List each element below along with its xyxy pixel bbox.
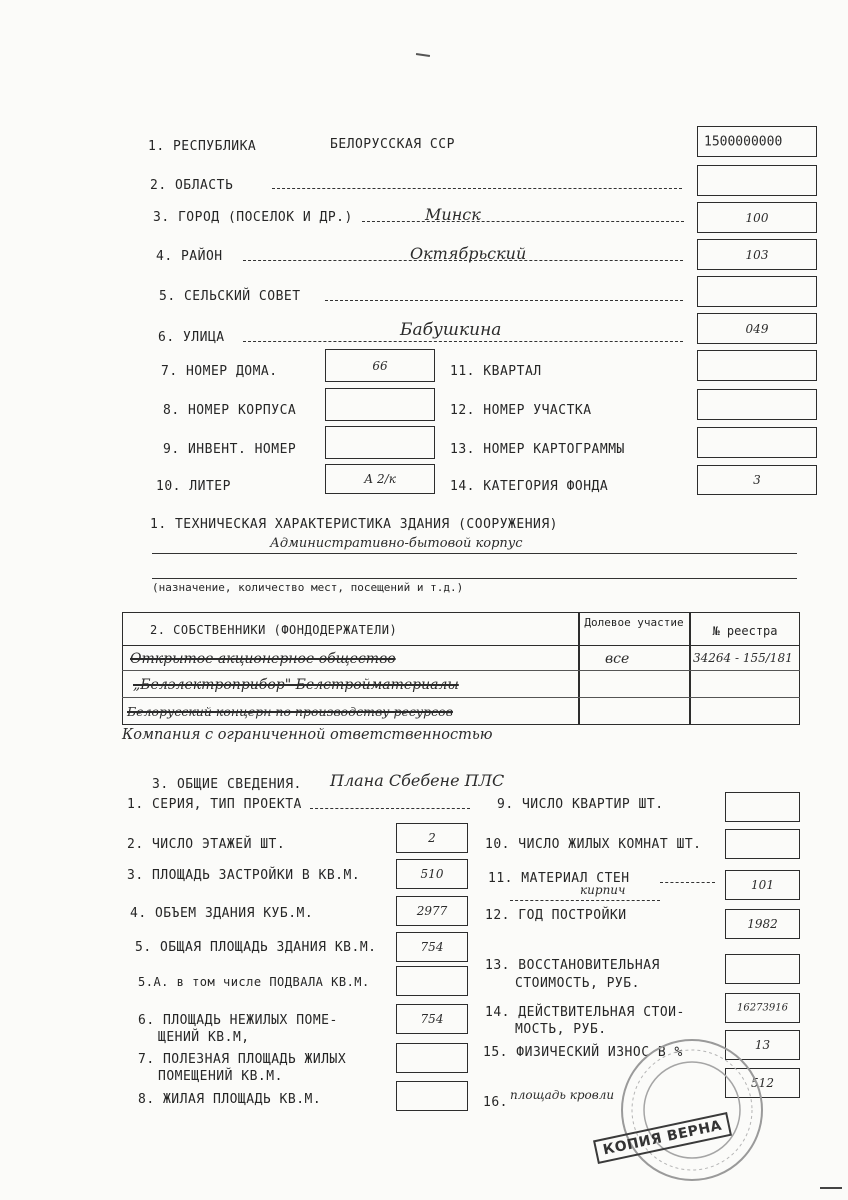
- general-heading: 3. ОБЩИЕ СВЕДЕНИЯ.: [152, 777, 302, 792]
- item-14-label-2: МОСТЬ, РУБ.: [515, 1022, 607, 1037]
- label-district: 4. РАЙОН: [156, 249, 223, 264]
- value-republic: БЕЛОРУССКАЯ ССР: [330, 137, 455, 152]
- label-street: 6. УЛИЦА: [158, 330, 225, 345]
- owner-row-1-name: Открытое акционерное общество: [130, 651, 396, 667]
- item-6-label-2: ЩЕНИЙ КВ.М,: [158, 1030, 250, 1045]
- value-house: 66: [372, 358, 388, 373]
- item-10-box: [725, 829, 800, 859]
- owners-share-header: Долевое участие: [584, 616, 684, 629]
- liter-box: [325, 464, 435, 494]
- owners-note: Компания с ограниченной ответственностью: [122, 727, 493, 743]
- code-oblast-box: [697, 165, 817, 196]
- item-15-label: 15. ФИЗИЧЕСКИЙ ИЗНОС В %: [483, 1045, 683, 1060]
- item-16-box: 512: [725, 1068, 800, 1098]
- item-2-label: 2. ЧИСЛО ЭТАЖЕЙ ШТ.: [127, 837, 286, 852]
- kvartal-box: [697, 350, 817, 381]
- kartogramma-box: [697, 427, 817, 458]
- technical-line-1: [152, 553, 797, 554]
- item-13-box: [725, 954, 800, 984]
- house-box: [325, 349, 435, 382]
- korpus-box: [325, 388, 435, 421]
- label-kartogramma: 13. НОМЕР КАРТОГРАММЫ: [450, 442, 625, 457]
- item-16-label: 16.: [483, 1095, 508, 1110]
- label-republic: 1. РЕСПУБЛИКА: [148, 139, 257, 154]
- item-8-label: 8. ЖИЛАЯ ПЛОЩАДЬ КВ.М.: [138, 1092, 322, 1107]
- scan-mark: [820, 1187, 842, 1189]
- label-house: 7. НОМЕР ДОМА.: [161, 364, 278, 379]
- owner-row-2-name: „Белэлектроприбор" Белстройматериалы: [133, 677, 459, 693]
- owner-row-1-registry: 34264 - 155/181: [693, 651, 793, 665]
- kategoria-box: [697, 465, 817, 495]
- item-6-label-1: 6. ПЛОЩАДЬ НЕЖИЛЫХ ПОМЕ-: [138, 1013, 338, 1028]
- owner-row-3-name: Белорусский концерн по производству ресурсов: [127, 704, 453, 719]
- item-14-box: 16273916: [725, 993, 800, 1023]
- technical-heading: 1. ТЕХНИЧЕСКАЯ ХАРАКТЕРИСТИКА ЗДАНИЯ (СООРУЖЕНИЯ): [150, 517, 559, 532]
- item-7-box: [396, 1043, 468, 1073]
- code-village-box: [697, 276, 817, 307]
- item-1-label: 1. СЕРИЯ, ТИП ПРОЕКТА: [127, 797, 302, 812]
- seal-icon: [612, 1030, 772, 1190]
- label-kategoria: 14. КАТЕГОРИЯ ФОНДА: [450, 479, 609, 494]
- owners-header: 2. СОБСТВЕННИКИ (ФОНДОДЕРЖАТЕЛИ): [150, 623, 398, 637]
- invent-box: [325, 426, 435, 459]
- item-12-label: 12. ГОД ПОСТРОЙКИ: [485, 908, 627, 923]
- item-11-label: 11. МАТЕРИАЛ СТЕН: [488, 871, 630, 886]
- value-kategoria: 3: [753, 473, 761, 487]
- city-line: [362, 221, 684, 222]
- item-5-box: 754: [396, 932, 468, 962]
- label-oblast: 2. ОБЛАСТЬ: [150, 178, 234, 193]
- scan-mark: [416, 53, 430, 56]
- item-7-label-1: 7. ПОЛЕЗНАЯ ПЛОЩАДЬ ЖИЛЫХ: [138, 1052, 347, 1067]
- value-street: Бабушкина: [400, 320, 502, 340]
- item-4-box: 2977: [396, 896, 468, 926]
- code-city: 100: [745, 210, 769, 225]
- code-district-box: [697, 239, 817, 270]
- label-city: 3. ГОРОД (ПОСЕЛОК И ДР.): [153, 210, 353, 225]
- general-note: Плана Сбебене ПЛС: [330, 771, 505, 790]
- technical-line-2: [152, 578, 797, 579]
- item-5a-label: 5.А. в том числе ПОДВАЛА КВ.М.: [138, 975, 370, 989]
- item-6-box: 754: [396, 1004, 468, 1034]
- value-district: Октябрьский: [410, 244, 527, 263]
- item-5-label: 5. ОБЩАЯ ПЛОЩАДЬ ЗДАНИЯ КВ.М.: [135, 940, 377, 955]
- item-11-box: 101: [725, 870, 800, 900]
- item-8-box: [396, 1081, 468, 1111]
- item-3-label: 3. ПЛОЩАДЬ ЗАСТРОЙКИ В КВ.М.: [127, 868, 361, 883]
- value-liter: А 2/к: [364, 472, 396, 486]
- item-3-box: 510: [396, 859, 468, 889]
- label-village: 5. СЕЛЬСКИЙ СОВЕТ: [159, 289, 301, 304]
- label-kvartal: 11. КВАРТАЛ: [450, 364, 542, 379]
- item-12-box: 1982: [725, 909, 800, 939]
- label-liter: 10. ЛИТЕР: [156, 479, 231, 494]
- uchastok-box: [697, 389, 817, 420]
- item-14-label-1: 14. ДЕЙСТВИТЕЛЬНАЯ СТОИ-: [485, 1005, 685, 1020]
- item-13-label-1: 13. ВОССТАНОВИТЕЛЬНАЯ: [485, 958, 660, 973]
- label-invent: 9. ИНВЕНТ. НОМЕР: [163, 442, 297, 457]
- village-line: [325, 300, 683, 301]
- owner-row-1-share: все: [605, 651, 630, 667]
- street-line: [243, 341, 683, 342]
- owners-registry-header: № реестра: [712, 624, 778, 638]
- value-city: Минск: [425, 205, 481, 224]
- item-9-label: 9. ЧИСЛО КВАРТИР ШТ.: [497, 797, 664, 812]
- item-4-label: 4. ОБЪЕМ ЗДАНИЯ КУБ.М.: [130, 906, 314, 921]
- code-street: 049: [745, 321, 769, 336]
- oblast-line: [272, 188, 682, 189]
- technical-hint: (назначение, количество мест, посещений и т.д.): [152, 581, 464, 594]
- item-7-label-2: ПОМЕЩЕНИЙ КВ.М.: [158, 1069, 283, 1084]
- code-city-box: [697, 202, 817, 233]
- label-korpus: 8. НОМЕР КОРПУСА: [163, 403, 297, 418]
- label-uchastok: 12. НОМЕР УЧАСТКА: [450, 403, 592, 418]
- code-republic-box: [697, 126, 817, 157]
- item-10-label: 10. ЧИСЛО ЖИЛЫХ КОМНАТ ШТ.: [485, 837, 702, 852]
- code-republic: 1500000000: [704, 134, 783, 149]
- item-15-box: 13: [725, 1030, 800, 1060]
- item-11-sub: кирпич: [580, 883, 626, 897]
- item-16-sub: площадь кровли: [510, 1088, 615, 1102]
- code-district: 103: [745, 247, 769, 262]
- copy-stamp: КОПИЯ ВЕРНА: [593, 1112, 732, 1164]
- item-9-box: [725, 792, 800, 822]
- technical-value: Административно-бытовой корпус: [270, 536, 523, 551]
- item-2-box: 2: [396, 823, 468, 853]
- code-street-box: [697, 313, 817, 344]
- item-5a-box: [396, 966, 468, 996]
- item-13-label-2: СТОИМОСТЬ, РУБ.: [515, 976, 640, 991]
